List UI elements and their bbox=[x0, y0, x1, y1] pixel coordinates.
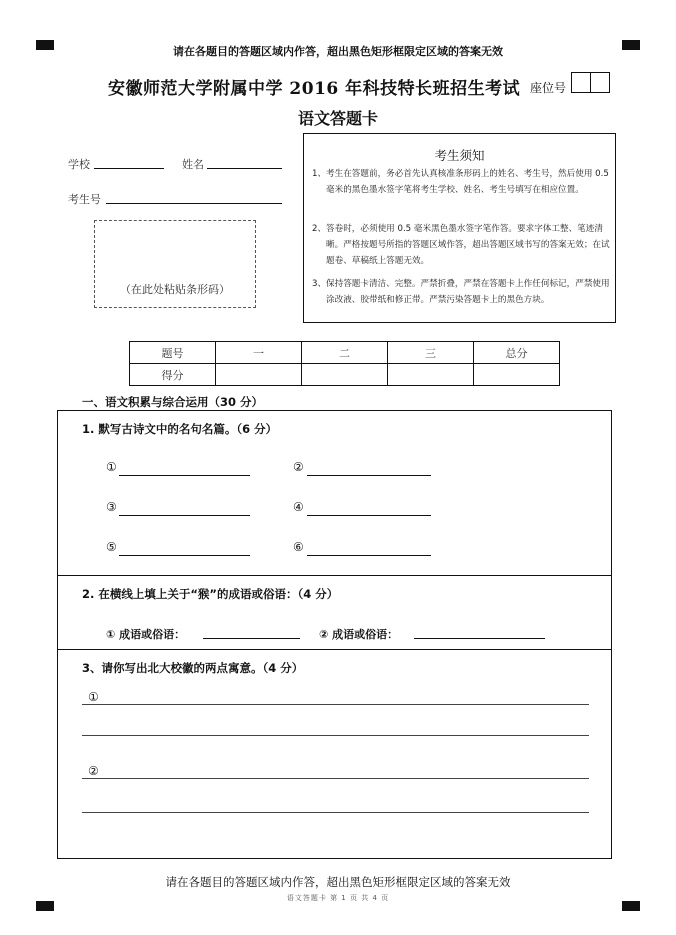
idiom-answer-line-2[interactable] bbox=[414, 638, 545, 639]
writing-line[interactable] bbox=[82, 778, 589, 779]
question-2-title: 2. 在横线上填上关于“猴”的成语或俗语：（4 分） bbox=[82, 587, 339, 601]
answer-line[interactable] bbox=[307, 515, 431, 516]
name-field[interactable] bbox=[207, 168, 282, 169]
score-table-header: 题号 bbox=[130, 342, 216, 364]
exam-title: 安徽师范大学附属中学 2016 年科技特长班招生考试 bbox=[108, 79, 521, 99]
answer-mark: ① bbox=[88, 690, 99, 704]
answer-line[interactable] bbox=[119, 475, 250, 476]
score-cell[interactable] bbox=[474, 364, 560, 386]
score-table-header: 一 bbox=[216, 342, 302, 364]
question-3-box bbox=[57, 649, 612, 859]
score-cell[interactable] bbox=[302, 364, 388, 386]
score-table-header-row bbox=[130, 342, 560, 364]
blank-number: ⑤ bbox=[106, 540, 117, 554]
exam-number-label: 考生号 bbox=[68, 193, 101, 206]
writing-line[interactable] bbox=[82, 704, 589, 705]
score-table-header: 三 bbox=[388, 342, 474, 364]
seat-number-box-1[interactable] bbox=[571, 72, 591, 93]
sheet-subtitle: 语文答题卡 bbox=[297, 109, 378, 128]
answer-line[interactable] bbox=[119, 555, 250, 556]
question-1-title: 1. 默写古诗文中的名句名篇。（6 分） bbox=[82, 422, 278, 436]
name-label: 姓名 bbox=[182, 158, 204, 171]
score-table-score-row bbox=[130, 364, 560, 386]
writing-line[interactable] bbox=[82, 735, 589, 736]
score-table bbox=[129, 341, 560, 386]
seat-number-label: 座位号 bbox=[530, 81, 567, 95]
writing-line[interactable] bbox=[82, 812, 589, 813]
instruction-item: 3、 保持答题卡清洁、完整。严禁折叠，严禁在答题卡上作任何标记，严禁使用涂改液、胶带纸和修正带。严禁污染答题卡上的黑色方块。 bbox=[312, 279, 610, 305]
idiom-answer-line-1[interactable] bbox=[203, 638, 300, 639]
blank-number: ③ bbox=[106, 500, 117, 514]
page-footer: 语文答题卡 第 1 页 共 4 页 bbox=[286, 894, 390, 902]
blank-number: ⑥ bbox=[293, 540, 304, 554]
instructions-title: 考生须知 bbox=[434, 148, 485, 163]
barcode-hint: （在此处粘贴条形码） bbox=[120, 283, 230, 296]
answer-line[interactable] bbox=[119, 515, 250, 516]
idiom-label-2: ② 成语或俗语： bbox=[319, 628, 399, 641]
bottom-notice: 请在各题目的答题区域内作答，超出黑色矩形框限定区域的答案无效 bbox=[165, 875, 511, 889]
score-cell[interactable] bbox=[216, 364, 302, 386]
answer-line[interactable] bbox=[307, 555, 431, 556]
top-notice: 请在各题目的答题区域内作答，超出黑色矩形框限定区域的答案无效 bbox=[173, 45, 503, 58]
instruction-item: 2、 答卷时，必须使用 0.5 毫米黑色墨水签字笔作答。要求字体工整、笔迹清晰。严格按题号所指的答题区域作答，超出答题区域书写的答案无效；在试题卷、草稿纸上答题无效。 bbox=[312, 224, 610, 266]
question-3-title: 3、请你写出北大校徽的两点寓意。（4 分） bbox=[82, 661, 304, 675]
barcode-area bbox=[94, 220, 256, 308]
idiom-label-1: ① 成语或俗语： bbox=[106, 628, 186, 641]
question-1-box bbox=[57, 410, 612, 575]
blank-number: ① bbox=[106, 460, 117, 474]
answer-mark: ② bbox=[88, 764, 99, 778]
score-table-header: 二 bbox=[302, 342, 388, 364]
score-cell[interactable] bbox=[388, 364, 474, 386]
exam-number-field[interactable] bbox=[106, 203, 282, 204]
score-table-header: 总分 bbox=[474, 342, 560, 364]
blank-number: ② bbox=[293, 460, 304, 474]
seat-number-box-2[interactable] bbox=[590, 72, 610, 93]
instructions-box bbox=[303, 133, 616, 323]
blank-number: ④ bbox=[293, 500, 304, 514]
section-heading: 一、语文积累与综合运用（30 分） bbox=[82, 395, 264, 409]
school-field[interactable] bbox=[94, 168, 164, 169]
school-label: 学校 bbox=[68, 158, 90, 171]
answer-line[interactable] bbox=[307, 475, 431, 476]
instruction-item: 1、 考生在答题前，务必首先认真核准条形码上的姓名、考生号，然后使用 0.5 毫米的黑色墨水签字笔将考生学校、姓名、考生号填写在相应位置。 bbox=[312, 169, 609, 195]
score-row-label: 得分 bbox=[130, 364, 216, 386]
